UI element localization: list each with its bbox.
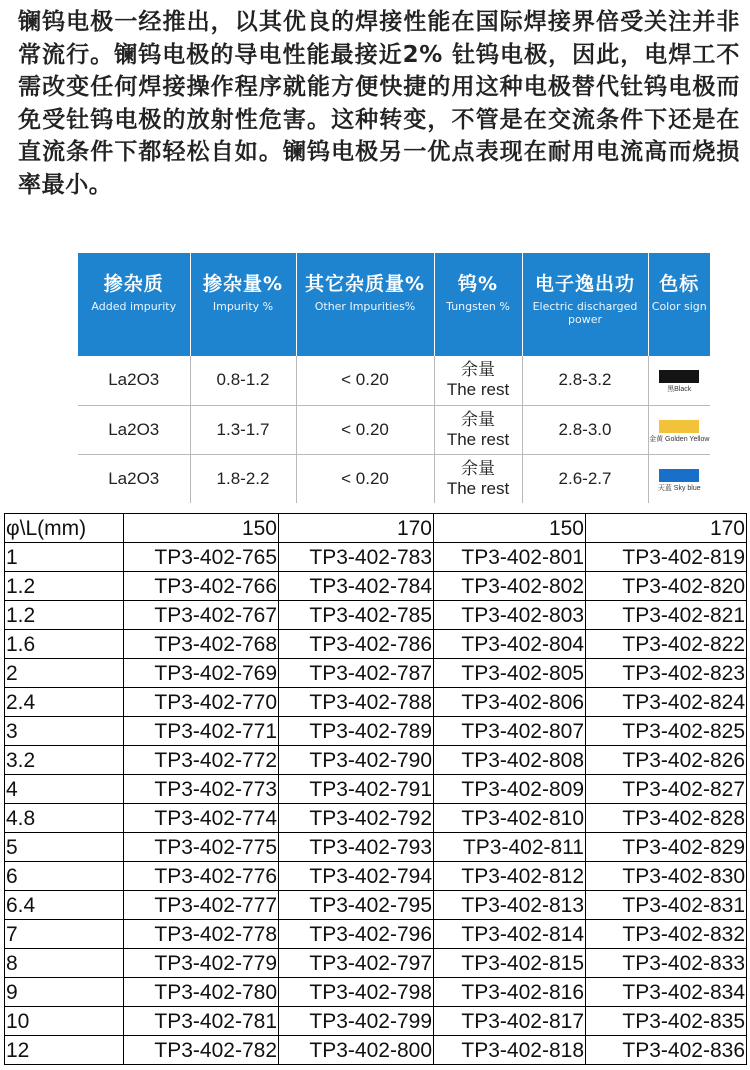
parts-row xyxy=(5,978,747,1007)
part-number-cell: TP3-402-803 xyxy=(434,601,586,630)
diameter-cell: 4.8 xyxy=(5,804,124,833)
part-number-cell: TP3-402-771 xyxy=(124,717,279,746)
part-number-cell: TP3-402-774 xyxy=(124,804,279,833)
color-swatch-label: 黑Black xyxy=(667,386,692,394)
part-number-cell: TP3-402-832 xyxy=(586,920,747,949)
part-number-cell: TP3-402-810 xyxy=(434,804,586,833)
parts-row xyxy=(5,891,747,920)
part-number-cell: TP3-402-786 xyxy=(279,630,434,659)
spec-impurity-cell: La2O3 xyxy=(78,454,190,503)
part-number-cell: TP3-402-784 xyxy=(279,572,434,601)
part-number-cell: TP3-402-817 xyxy=(434,1007,586,1036)
part-number-cell: TP3-402-814 xyxy=(434,920,586,949)
color-swatch xyxy=(659,420,699,433)
part-number-cell: TP3-402-765 xyxy=(124,543,279,572)
parts-row xyxy=(5,572,747,601)
diameter-cell: 9 xyxy=(5,978,124,1007)
part-number-cell: TP3-402-766 xyxy=(124,572,279,601)
parts-row xyxy=(5,804,747,833)
part-number-cell: TP3-402-793 xyxy=(279,833,434,862)
part-number-cell: TP3-402-770 xyxy=(124,688,279,717)
part-number-cell: TP3-402-836 xyxy=(586,1036,747,1065)
spec-amount-cell: 0.8-1.2 xyxy=(190,356,296,405)
spec-header-cell: 电子逸出功 Electric discharged power xyxy=(522,253,648,356)
parts-row xyxy=(5,630,747,659)
part-number-cell: TP3-402-826 xyxy=(586,746,747,775)
color-swatch xyxy=(659,469,699,482)
part-number-cell: TP3-402-820 xyxy=(586,572,747,601)
part-number-cell: TP3-402-783 xyxy=(279,543,434,572)
spec-amount-cell: 1.3-1.7 xyxy=(190,405,296,454)
part-number-cell: TP3-402-833 xyxy=(586,949,747,978)
spec-tungsten-cell: 余量 The rest xyxy=(434,405,522,454)
part-number-cell: TP3-402-830 xyxy=(586,862,747,891)
parts-row xyxy=(5,717,747,746)
composition-spec-table xyxy=(78,253,710,503)
parts-row xyxy=(5,659,747,688)
diameter-cell: 1.2 xyxy=(5,572,124,601)
parts-row xyxy=(5,1007,747,1036)
part-number-cell: TP3-402-828 xyxy=(586,804,747,833)
length-header-cell: 170 xyxy=(586,514,747,543)
parts-row xyxy=(5,862,747,891)
spec-header-row xyxy=(78,253,710,356)
spec-header-cell: 其它杂质量% Other Impurities% xyxy=(296,253,434,356)
part-number-cell: TP3-402-809 xyxy=(434,775,586,804)
part-number-cell: TP3-402-800 xyxy=(279,1036,434,1065)
color-swatch xyxy=(659,370,699,383)
part-number-cell: TP3-402-776 xyxy=(124,862,279,891)
parts-row xyxy=(5,543,747,572)
diameter-cell: 3 xyxy=(5,717,124,746)
spec-work-cell: 2.6-2.7 xyxy=(522,454,648,503)
diameter-cell: 6.4 xyxy=(5,891,124,920)
part-number-cell: TP3-402-818 xyxy=(434,1036,586,1065)
part-number-cell: TP3-402-794 xyxy=(279,862,434,891)
diameter-cell: 3.2 xyxy=(5,746,124,775)
spec-impurity-cell: La2O3 xyxy=(78,356,190,405)
part-number-cell: TP3-402-804 xyxy=(434,630,586,659)
spec-header-cell: 色标 Color sign xyxy=(648,253,710,356)
length-header-cell: 170 xyxy=(279,514,434,543)
part-number-cell: TP3-402-789 xyxy=(279,717,434,746)
part-number-table xyxy=(4,513,747,1065)
intro-paragraph: 镧钨电极一经推出，以其优良的焊接性能在国际焊接界倍受关注并非常流行。镧钨电极的导电性能最接近2% 钍钨电极，因此，电焊工不需改变任何焊接操作程序就能方便快捷的用这种电极替代钍钨电极而免受钍钨电极的放射性危害。这种转变，不管是在交流条件下还是在直流条件下都轻松自如。镧钨电极另一优点表现在耐用电流高而烧损率最小。 xyxy=(18,9,740,198)
parts-row xyxy=(5,949,747,978)
diameter-cell: 6 xyxy=(5,862,124,891)
color-swatch-label: 天蓝 Sky blue xyxy=(657,484,701,492)
spec-color-cell xyxy=(648,356,710,405)
part-number-cell: TP3-402-791 xyxy=(279,775,434,804)
spec-other-cell: < 0.20 xyxy=(296,454,434,503)
spec-impurity-cell: La2O3 xyxy=(78,405,190,454)
part-number-cell: TP3-402-811 xyxy=(434,833,586,862)
diameter-cell: φ\L(mm) xyxy=(5,514,124,543)
spec-tungsten-cell: 余量 The rest xyxy=(434,454,522,503)
part-number-cell: TP3-402-819 xyxy=(586,543,747,572)
part-number-cell: TP3-402-824 xyxy=(586,688,747,717)
part-number-cell: TP3-402-799 xyxy=(279,1007,434,1036)
spec-color-cell xyxy=(648,454,710,503)
part-number-cell: TP3-402-775 xyxy=(124,833,279,862)
parts-row xyxy=(5,920,747,949)
spec-row xyxy=(78,454,710,503)
color-swatch-label: 金黄 Golden Yellow xyxy=(649,435,710,443)
spec-other-cell: < 0.20 xyxy=(296,356,434,405)
parts-header-row xyxy=(5,514,747,543)
part-number-cell: TP3-402-781 xyxy=(124,1007,279,1036)
spec-header-cell: 钨% Tungsten % xyxy=(434,253,522,356)
part-number-cell: TP3-402-792 xyxy=(279,804,434,833)
part-number-cell: TP3-402-805 xyxy=(434,659,586,688)
parts-row xyxy=(5,688,747,717)
parts-row xyxy=(5,746,747,775)
spec-work-cell: 2.8-3.2 xyxy=(522,356,648,405)
spec-work-cell: 2.8-3.0 xyxy=(522,405,648,454)
length-header-cell: 150 xyxy=(124,514,279,543)
part-number-cell: TP3-402-808 xyxy=(434,746,586,775)
part-number-cell: TP3-402-798 xyxy=(279,978,434,1007)
part-number-cell: TP3-402-823 xyxy=(586,659,747,688)
part-number-cell: TP3-402-827 xyxy=(586,775,747,804)
part-number-cell: TP3-402-813 xyxy=(434,891,586,920)
spec-tungsten-cell: 余量 The rest xyxy=(434,356,522,405)
spec-color-cell xyxy=(648,405,710,454)
spec-other-cell: < 0.20 xyxy=(296,405,434,454)
part-number-cell: TP3-402-790 xyxy=(279,746,434,775)
diameter-cell: 5 xyxy=(5,833,124,862)
part-number-cell: TP3-402-835 xyxy=(586,1007,747,1036)
part-number-cell: TP3-402-773 xyxy=(124,775,279,804)
diameter-cell: 2 xyxy=(5,659,124,688)
part-number-cell: TP3-402-806 xyxy=(434,688,586,717)
part-number-cell: TP3-402-802 xyxy=(434,572,586,601)
part-number-cell: TP3-402-780 xyxy=(124,978,279,1007)
part-number-cell: TP3-402-825 xyxy=(586,717,747,746)
part-number-cell: TP3-402-797 xyxy=(279,949,434,978)
part-number-cell: TP3-402-801 xyxy=(434,543,586,572)
diameter-cell: 4 xyxy=(5,775,124,804)
part-number-cell: TP3-402-778 xyxy=(124,920,279,949)
diameter-cell: 2.4 xyxy=(5,688,124,717)
part-number-cell: TP3-402-767 xyxy=(124,601,279,630)
spec-header-cell: 掺杂质 Added impurity xyxy=(78,253,190,356)
diameter-cell: 7 xyxy=(5,920,124,949)
part-number-cell: TP3-402-815 xyxy=(434,949,586,978)
part-number-cell: TP3-402-795 xyxy=(279,891,434,920)
part-number-cell: TP3-402-822 xyxy=(586,630,747,659)
part-number-cell: TP3-402-834 xyxy=(586,978,747,1007)
parts-row xyxy=(5,1036,747,1065)
spec-row xyxy=(78,405,710,454)
part-number-cell: TP3-402-831 xyxy=(586,891,747,920)
part-number-cell: TP3-402-769 xyxy=(124,659,279,688)
spec-row xyxy=(78,356,710,405)
diameter-cell: 8 xyxy=(5,949,124,978)
spec-amount-cell: 1.8-2.2 xyxy=(190,454,296,503)
part-number-cell: TP3-402-782 xyxy=(124,1036,279,1065)
parts-row xyxy=(5,775,747,804)
part-number-cell: TP3-402-772 xyxy=(124,746,279,775)
part-number-cell: TP3-402-821 xyxy=(586,601,747,630)
part-number-cell: TP3-402-787 xyxy=(279,659,434,688)
diameter-cell: 10 xyxy=(5,1007,124,1036)
diameter-cell: 12 xyxy=(5,1036,124,1065)
part-number-cell: TP3-402-788 xyxy=(279,688,434,717)
part-number-cell: TP3-402-829 xyxy=(586,833,747,862)
part-number-cell: TP3-402-779 xyxy=(124,949,279,978)
part-number-cell: TP3-402-816 xyxy=(434,978,586,1007)
diameter-cell: 1.2 xyxy=(5,601,124,630)
part-number-cell: TP3-402-785 xyxy=(279,601,434,630)
diameter-cell: 1.6 xyxy=(5,630,124,659)
diameter-cell: 1 xyxy=(5,543,124,572)
parts-row xyxy=(5,833,747,862)
part-number-cell: TP3-402-812 xyxy=(434,862,586,891)
spec-header-cell: 掺杂量% Impurity % xyxy=(190,253,296,356)
part-number-cell: TP3-402-777 xyxy=(124,891,279,920)
length-header-cell: 150 xyxy=(434,514,586,543)
part-number-cell: TP3-402-807 xyxy=(434,717,586,746)
parts-row xyxy=(5,601,747,630)
part-number-cell: TP3-402-796 xyxy=(279,920,434,949)
part-number-cell: TP3-402-768 xyxy=(124,630,279,659)
